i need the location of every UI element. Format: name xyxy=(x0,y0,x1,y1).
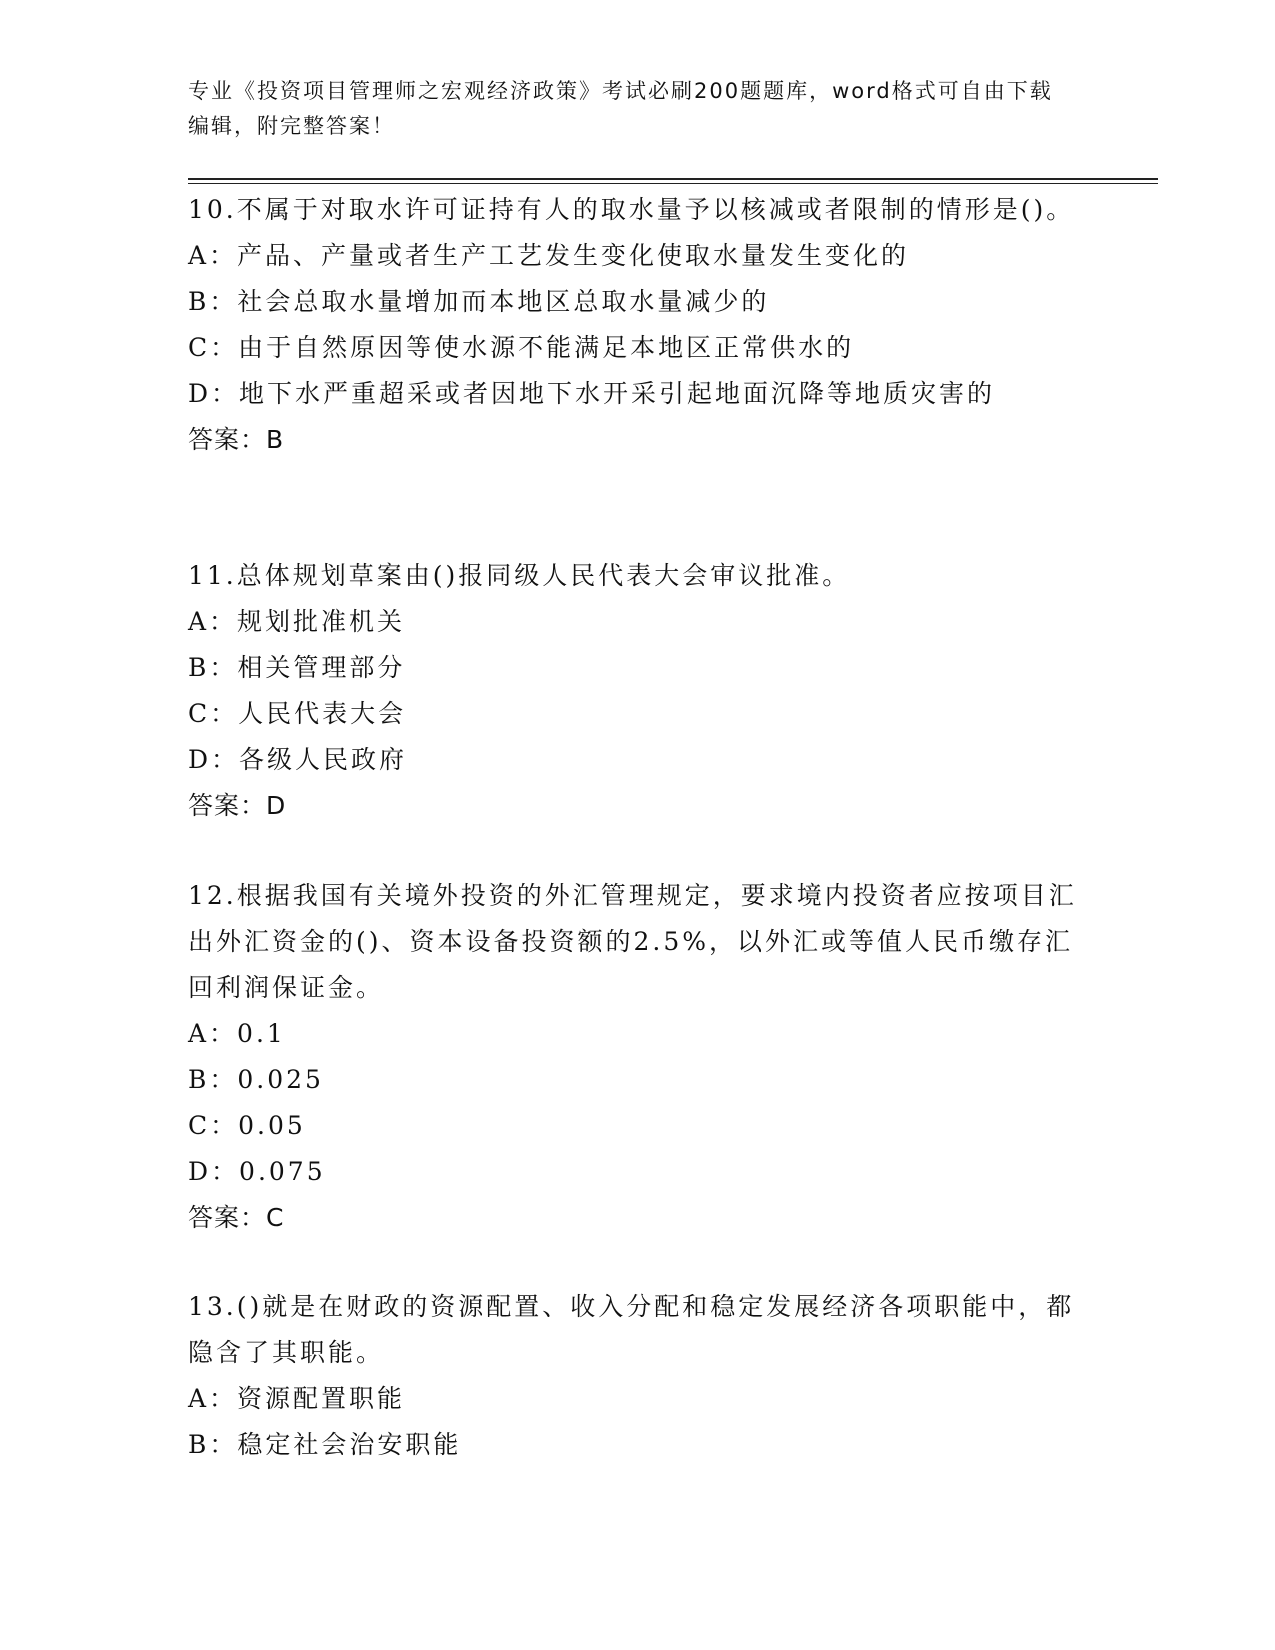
option-b: B：社会总取水量增加而本地区总取水量减少的 xyxy=(188,287,770,316)
header-divider xyxy=(188,178,1158,180)
option-b: B：稳定社会治安职能 xyxy=(188,1430,462,1459)
answer: 答案：B xyxy=(188,425,285,454)
option-d: D：0.075 xyxy=(188,1157,326,1186)
answer: 答案：C xyxy=(188,1203,285,1232)
question-text: 10.不属于对取水许可证持有人的取水量予以核减或者限制的情形是()。 xyxy=(188,195,1075,224)
option-b: B：0.025 xyxy=(188,1065,324,1094)
question-text: 12.根据我国有关境外投资的外汇管理规定，要求境内投资者应按项目汇出外汇资金的()、资本设备投资额的2.5%，以外汇或等值人民币缴存汇回利润保证金。 xyxy=(188,881,1077,1002)
question-text: 11.总体规划草案由()报同级人民代表大会审议批准。 xyxy=(188,561,851,590)
question-12 xyxy=(188,873,1088,1241)
question-text: 13.()就是在财政的资源配置、收入分配和稳定发展经济各项职能中，都隐含了其职能。 xyxy=(188,1292,1075,1367)
question-10 xyxy=(188,187,1088,463)
option-a: A：规划批准机关 xyxy=(188,607,406,636)
option-c: C：人民代表大会 xyxy=(188,699,407,728)
option-a: A：资源配置职能 xyxy=(188,1384,406,1413)
header-divider-thin xyxy=(188,183,1158,184)
option-a: A：产品、产量或者生产工艺发生变化使取水量发生变化的 xyxy=(188,241,910,270)
question-13 xyxy=(188,1284,1088,1468)
document-header: 专业《投资项目管理师之宏观经济政策》考试必刷200题题库，word格式可自由下载编辑，附完整答案！ xyxy=(188,79,1053,138)
option-d: D：各级人民政府 xyxy=(188,745,408,774)
answer: 答案：D xyxy=(188,791,287,820)
option-d: D：地下水严重超采或者因地下水开采引起地面沉降等地质灾害的 xyxy=(188,379,996,408)
option-b: B：相关管理部分 xyxy=(188,653,406,682)
option-c: C：由于自然原因等使水源不能满足本地区正常供水的 xyxy=(188,333,855,362)
question-11 xyxy=(188,553,1088,829)
option-a: A：0.1 xyxy=(188,1019,286,1048)
option-c: C：0.05 xyxy=(188,1111,306,1140)
